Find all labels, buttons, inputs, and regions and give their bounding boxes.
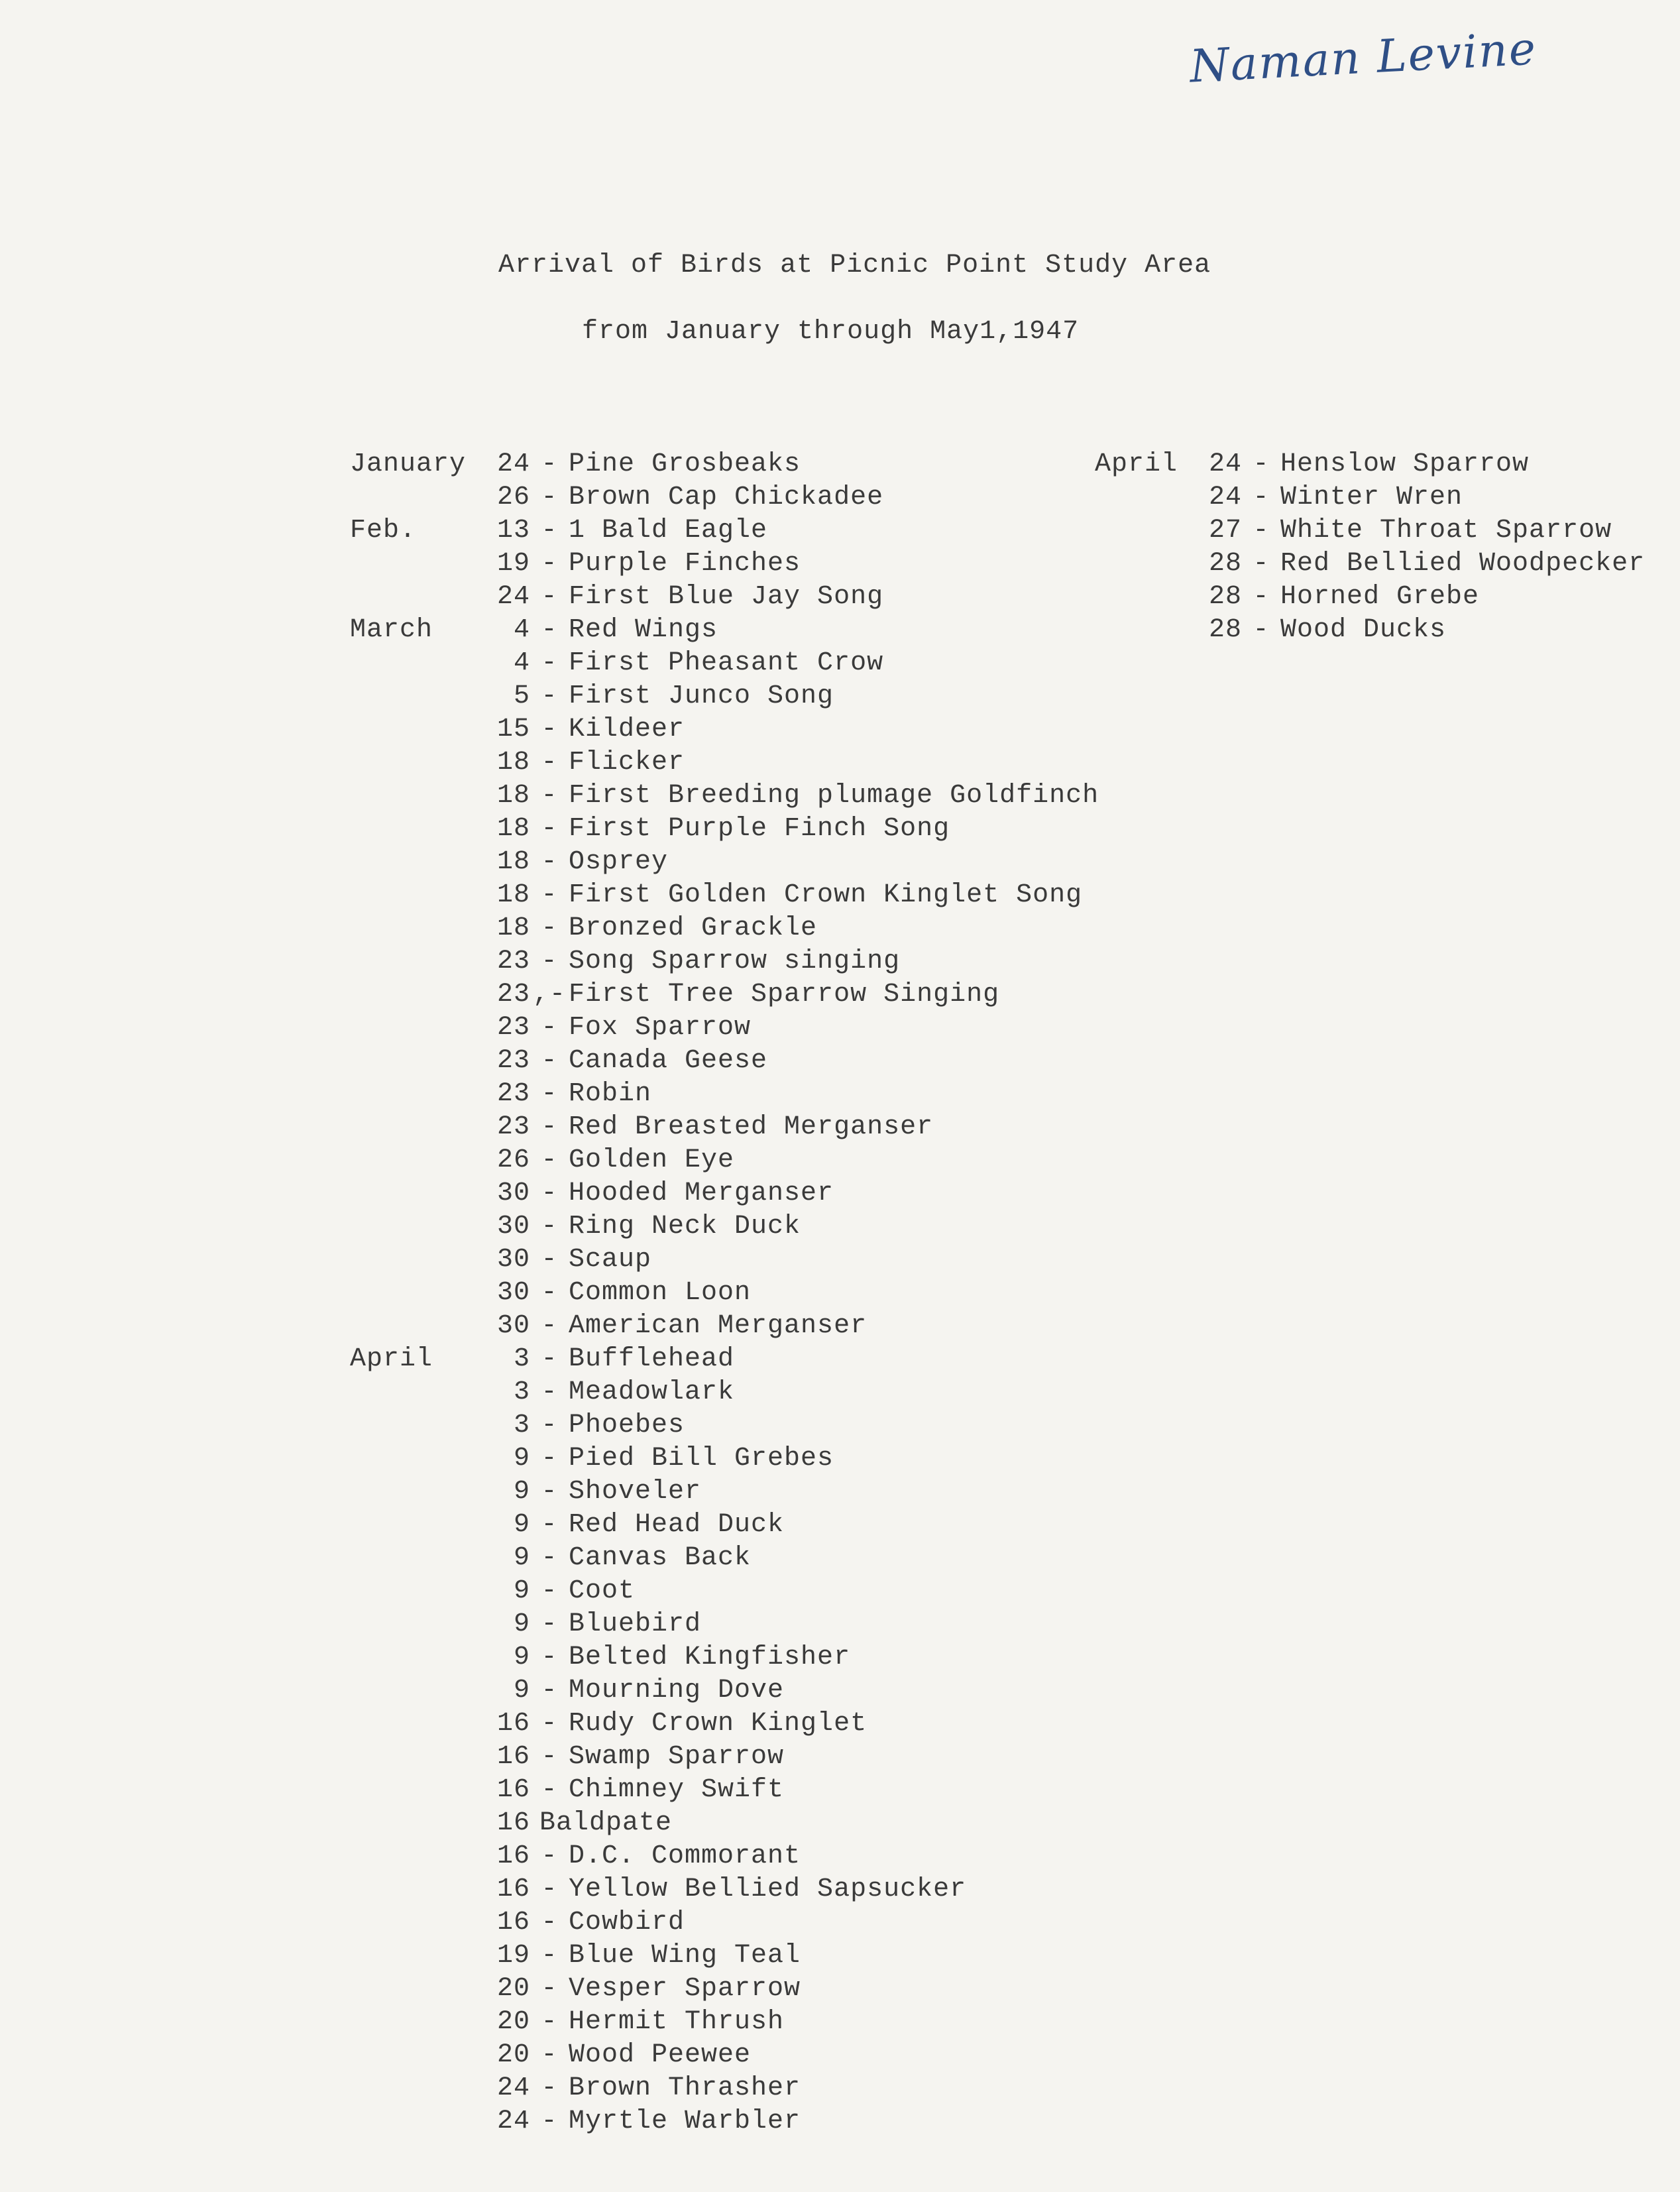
bird-entry-row (1095, 447, 1645, 481)
entry-dash: - (541, 1178, 558, 1208)
day-number: 20 (496, 2040, 530, 2070)
bird-name: Yellow Bellied Sapsucker (569, 1874, 967, 1904)
entry-dash: - (541, 946, 558, 976)
day-number: 30 (496, 1244, 530, 1275)
day-number: 20 (496, 1973, 530, 2004)
bird-name: Red Wings (569, 614, 718, 645)
bird-name: Purple Finches (569, 548, 801, 579)
day-number: 3 (513, 1377, 530, 1407)
day-number: 9 (513, 1542, 530, 1573)
bird-entry-row (350, 2071, 1099, 2105)
bird-name: Red Bellied Woodpecker (1280, 548, 1646, 579)
entry-dash: - (541, 1344, 558, 1374)
bird-entry-row (350, 1674, 1099, 1707)
day-number: 9 (513, 1675, 530, 1705)
bird-name: Canada Geese (569, 1045, 768, 1076)
day-number: 16 (496, 1708, 530, 1739)
day-number: 20 (496, 2006, 530, 2037)
bird-entry-row (1095, 514, 1645, 547)
day-number: 9 (513, 1576, 530, 1606)
entry-dash: - (1253, 515, 1270, 546)
day-number: 24 (496, 2073, 530, 2103)
month-label: April (1095, 449, 1178, 479)
day-number: 16 (496, 1808, 530, 1838)
entry-dash: - (541, 1576, 558, 1606)
entry-dash: - (541, 2040, 558, 2070)
day-number: 23 (496, 1078, 530, 1109)
entry-dash: - (541, 548, 558, 579)
bird-entry-row (350, 1939, 1099, 1972)
bird-entry-row (350, 1707, 1099, 1740)
day-number: 23 (496, 979, 530, 1009)
bird-entry-row (350, 1873, 1099, 1906)
bird-name: Belted Kingfisher (569, 1642, 851, 1672)
bird-entry-row (350, 1309, 1099, 1342)
bird-name: Brown Thrasher (569, 2073, 801, 2103)
day-number: 13 (496, 515, 530, 546)
day-number: 26 (496, 482, 530, 512)
bird-entry-row (350, 1276, 1099, 1309)
entry-dash: - (541, 449, 558, 479)
day-number: 30 (496, 1178, 530, 1208)
entry-dash: - (541, 747, 558, 778)
entry-dash: - (541, 1211, 558, 1241)
entry-dash: - (541, 1675, 558, 1705)
bird-entry-row (350, 1541, 1099, 1574)
bird-entry-row (350, 1077, 1099, 1110)
right-column-list (1095, 447, 1645, 646)
bird-name: Coot (569, 1576, 636, 1606)
day-number: 24 (496, 2106, 530, 2136)
entry-dash: - (541, 1410, 558, 1440)
day-number: 19 (496, 1940, 530, 1971)
day-number: 16 (496, 1907, 530, 1937)
bird-name: Wood Ducks (1280, 614, 1447, 645)
bird-name: Kildeer (569, 714, 685, 744)
bird-entry-row (350, 1375, 1099, 1409)
bird-name: Blue Wing Teal (569, 1940, 801, 1971)
day-number: 16 (496, 1874, 530, 1904)
bird-entry-row (350, 1574, 1099, 1607)
bird-name: Flicker (569, 747, 685, 778)
entry-dash: ,- (532, 979, 566, 1009)
day-number: 23 (496, 1112, 530, 1142)
day-number: 18 (496, 813, 530, 844)
bird-entry-row (1095, 613, 1645, 646)
bird-name: Myrtle Warbler (569, 2106, 801, 2136)
bird-entry-row (350, 2005, 1099, 2038)
entry-dash: - (541, 648, 558, 678)
day-number: 9 (513, 1609, 530, 1639)
bird-name: Chimney Swift (569, 1774, 785, 1805)
bird-name: Scaup (569, 1244, 652, 1275)
entry-dash: - (541, 1973, 558, 2004)
entry-dash: - (541, 780, 558, 811)
bird-entry-row (350, 779, 1099, 812)
entry-dash: - (541, 1874, 558, 1904)
entry-dash: - (1253, 449, 1270, 479)
bird-entry-row (350, 812, 1099, 845)
day-number: 18 (496, 780, 530, 811)
day-number: 4 (513, 614, 530, 645)
day-number: 23 (496, 1045, 530, 1076)
day-number: 30 (496, 1211, 530, 1241)
entry-dash: - (541, 614, 558, 645)
bird-name: Mourning Dove (569, 1675, 785, 1705)
entry-dash: - (1253, 482, 1270, 512)
day-number: 30 (496, 1310, 530, 1341)
handwritten-signature: Naman Levine (1188, 23, 1538, 93)
day-number: 18 (496, 913, 530, 943)
bird-name: Pied Bill Grebes (569, 1443, 834, 1473)
bird-entry-row (1095, 580, 1645, 613)
bird-name: Fox Sparrow (569, 1012, 752, 1043)
entry-dash: - (541, 1145, 558, 1175)
bird-name: Phoebes (569, 1410, 685, 1440)
entry-dash: - (541, 880, 558, 910)
bird-entry-row (350, 911, 1099, 945)
bird-entry-row (350, 1740, 1099, 1773)
entry-dash: - (541, 681, 558, 711)
entry-dash: - (541, 1078, 558, 1109)
entry-dash: - (541, 1642, 558, 1672)
bird-name: Brown Cap Chickadee (569, 482, 884, 512)
entry-dash: - (541, 1476, 558, 1507)
bird-name: American Merganser (569, 1310, 868, 1341)
bird-name: 1 Bald Eagle (569, 515, 768, 546)
day-number: 28 (1208, 548, 1242, 579)
month-label: Feb. (350, 515, 417, 546)
day-number: 19 (496, 548, 530, 579)
bird-entry-row (350, 1972, 1099, 2005)
day-number: 24 (496, 581, 530, 612)
bird-name: Ring Neck Duck (569, 1211, 801, 1241)
day-number: 15 (496, 714, 530, 744)
day-number: 16 (496, 1741, 530, 1772)
day-number: 18 (496, 747, 530, 778)
day-number: 16 (496, 1841, 530, 1871)
bird-entry-row (350, 1110, 1099, 1143)
day-number: 28 (1208, 614, 1242, 645)
day-number: 9 (513, 1476, 530, 1507)
entry-dash: - (541, 1277, 558, 1308)
bird-name: Red Breasted Merganser (569, 1112, 934, 1142)
entry-dash: - (541, 1310, 558, 1341)
entry-dash: - (1253, 581, 1270, 612)
bird-name: Cowbird (569, 1907, 685, 1937)
day-number: 3 (513, 1344, 530, 1374)
bird-entry-row (350, 1342, 1099, 1375)
bird-entry-row (350, 514, 1099, 547)
day-number: 24 (1208, 482, 1242, 512)
bird-entry-row (350, 547, 1099, 580)
bird-name: White Throat Sparrow (1280, 515, 1612, 546)
bird-name: First Golden Crown Kinglet Song (569, 880, 1083, 910)
day-number: 24 (496, 449, 530, 479)
bird-name: Golden Eye (569, 1145, 735, 1175)
bird-name: Bluebird (569, 1609, 702, 1639)
bird-name: Pine Grosbeaks (569, 449, 801, 479)
entry-dash: - (541, 846, 558, 877)
entry-dash: - (1253, 614, 1270, 645)
entry-dash: - (541, 1774, 558, 1805)
bird-entry-row (350, 1806, 1099, 1839)
entry-dash: - (541, 1609, 558, 1639)
bird-entry-row (350, 1143, 1099, 1177)
bird-name: D.C. Commorant (569, 1841, 801, 1871)
month-label: January (350, 449, 467, 479)
day-number: 23 (496, 1012, 530, 1043)
day-number: 5 (513, 681, 530, 711)
bird-name: Shoveler (569, 1476, 702, 1507)
entry-dash: - (541, 2106, 558, 2136)
bird-entry-row (350, 945, 1099, 978)
bird-entry-row (350, 978, 1099, 1011)
entry-dash: - (541, 1841, 558, 1871)
bird-name: First Blue Jay Song (569, 581, 884, 612)
bird-entry-row (350, 1442, 1099, 1475)
bird-name: Horned Grebe (1280, 581, 1480, 612)
left-column-list (350, 447, 1099, 2138)
bird-name: Swamp Sparrow (569, 1741, 785, 1772)
bird-name: Winter Wren (1280, 482, 1463, 512)
entry-dash: - (541, 2006, 558, 2037)
bird-name: Red Head Duck (569, 1509, 785, 1540)
bird-entry-row (350, 580, 1099, 613)
bird-entry-row (350, 1044, 1099, 1077)
entry-dash: - (1253, 548, 1270, 579)
bird-name: Bufflehead (569, 1344, 735, 1374)
document-subtitle: from January through May1,1947 (582, 317, 1080, 347)
entry-dash: - (541, 1741, 558, 1772)
day-number: 9 (513, 1443, 530, 1473)
bird-entry-row (1095, 547, 1645, 580)
bird-entry-row (350, 1011, 1099, 1044)
entry-dash: - (541, 1907, 558, 1937)
entry-dash: - (541, 1509, 558, 1540)
bird-entry-row (350, 481, 1099, 514)
bird-name: Hermit Thrush (569, 2006, 785, 2037)
bird-entry-row (350, 1508, 1099, 1541)
bird-name: Osprey (569, 846, 669, 877)
bird-entry-row (350, 1210, 1099, 1243)
entry-dash: - (541, 1244, 558, 1275)
bird-entry-row (350, 679, 1099, 713)
bird-entry-row (350, 2038, 1099, 2071)
bird-name: Hooded Merganser (569, 1178, 834, 1208)
bird-entry-row (350, 878, 1099, 911)
entry-dash: - (541, 515, 558, 546)
bird-name: Baldpate (539, 1808, 673, 1838)
day-number: 9 (513, 1509, 530, 1540)
bird-entry-row (350, 845, 1099, 878)
bird-name: Common Loon (569, 1277, 752, 1308)
entry-dash: - (541, 1940, 558, 1971)
entry-dash: - (541, 2073, 558, 2103)
bird-name: First Pheasant Crow (569, 648, 884, 678)
bird-entry-row (350, 1409, 1099, 1442)
bird-name: Henslow Sparrow (1280, 449, 1530, 479)
entry-dash: - (541, 1542, 558, 1573)
bird-entry-row (1095, 481, 1645, 514)
day-number: 9 (513, 1642, 530, 1672)
bird-entry-row (350, 1641, 1099, 1674)
entry-dash: - (541, 1443, 558, 1473)
bird-entry-row (350, 1177, 1099, 1210)
bird-entry-row (350, 1607, 1099, 1641)
bird-entry-row (350, 1906, 1099, 1939)
bird-entry-row (350, 1773, 1099, 1806)
bird-entry-row (350, 1475, 1099, 1508)
bird-entry-row (350, 1839, 1099, 1873)
entry-dash: - (541, 1045, 558, 1076)
bird-name: First Junco Song (569, 681, 834, 711)
entry-dash: - (541, 913, 558, 943)
month-label: April (350, 1344, 433, 1374)
entry-dash: - (541, 581, 558, 612)
bird-name: Bronzed Grackle (569, 913, 818, 943)
bird-entry-row (350, 613, 1099, 646)
day-number: 4 (513, 648, 530, 678)
day-number: 27 (1208, 515, 1242, 546)
day-number: 23 (496, 946, 530, 976)
day-number: 26 (496, 1145, 530, 1175)
bird-entry-row (350, 713, 1099, 746)
entry-dash: - (541, 482, 558, 512)
bird-entry-row (350, 447, 1099, 481)
day-number: 30 (496, 1277, 530, 1308)
bird-name: Wood Peewee (569, 2040, 752, 2070)
bird-name: First Breeding plumage Goldfinch (569, 780, 1099, 811)
bird-entry-row (350, 2105, 1099, 2138)
bird-name: Canvas Back (569, 1542, 752, 1573)
bird-name: Robin (569, 1078, 652, 1109)
bird-name: First Tree Sparrow Singing (569, 979, 1000, 1009)
entry-dash: - (541, 1377, 558, 1407)
bird-name: Meadowlark (569, 1377, 735, 1407)
month-label: March (350, 614, 433, 645)
entry-dash: - (541, 1708, 558, 1739)
entry-dash: - (541, 813, 558, 844)
day-number: 24 (1208, 449, 1242, 479)
day-number: 18 (496, 880, 530, 910)
bird-name: First Purple Finch Song (569, 813, 950, 844)
bird-entry-row (350, 646, 1099, 679)
entry-dash: - (541, 714, 558, 744)
bird-name: Song Sparrow singing (569, 946, 901, 976)
entry-dash: - (541, 1112, 558, 1142)
day-number: 16 (496, 1774, 530, 1805)
bird-name: Vesper Sparrow (569, 1973, 801, 2004)
bird-name: Rudy Crown Kinglet (569, 1708, 868, 1739)
entry-dash: - (541, 1012, 558, 1043)
day-number: 28 (1208, 581, 1242, 612)
bird-entry-row (350, 1243, 1099, 1276)
day-number: 18 (496, 846, 530, 877)
document-title: Arrival of Birds at Picnic Point Study Area (498, 251, 1211, 280)
bird-entry-row (350, 746, 1099, 779)
day-number: 3 (513, 1410, 530, 1440)
